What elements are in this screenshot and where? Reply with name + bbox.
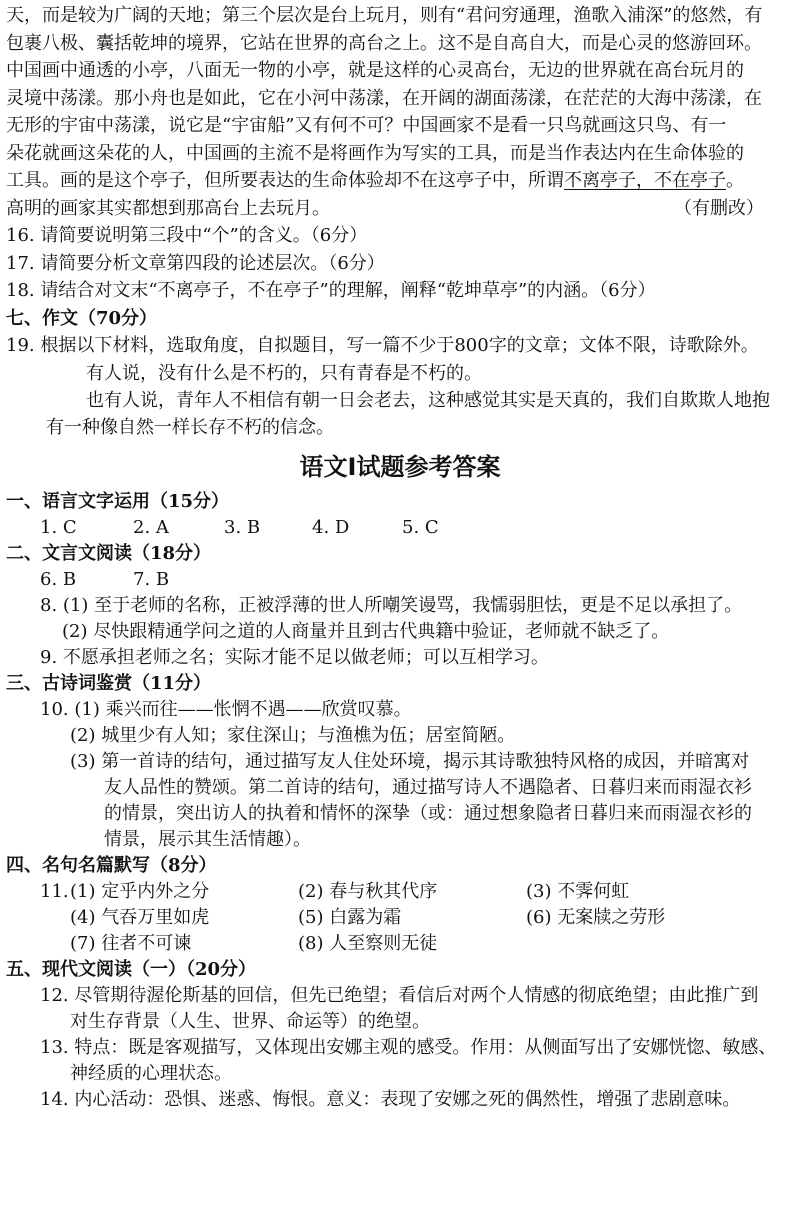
section-title: 一、语言文字运用（15分） — [6, 491, 230, 512]
answer-row — [0, 906, 800, 932]
answer-10-3: 的情景，突出访人的执着和情怀的深挚（或：通过想象隐者日暮归来而雨湿衣衫的 — [104, 803, 752, 824]
question-18: 18. 请结合对文末“不离亭子，不在亭子”的理解，阐释“乾坤草亭”的内涵。（6分） — [6, 280, 656, 301]
answer-row — [0, 880, 800, 906]
passage-line — [6, 197, 794, 223]
answer-10-1: 10. (1) 乘兴而往——怅惘不遇——欣赏叹慕。 — [40, 699, 412, 720]
answer-item: 7. B — [133, 569, 170, 590]
answer-row — [0, 516, 800, 542]
question-17: 17. 请简要分析文章第四段的论述层次。（6分） — [6, 253, 385, 274]
answer-item: (5) 白露为霜 — [298, 907, 402, 928]
material-line: 有人说，没有什么是不朽的，只有青春是不朽的。 — [86, 363, 482, 384]
answer-item: (8) 人至察则无徒 — [298, 933, 438, 954]
passage-text: 工具。画的是这个亭子，但所要表达的生命体验却不在这亭子中，所谓 — [6, 170, 564, 191]
answer-row — [0, 568, 800, 594]
answer-item: 4. D — [312, 517, 350, 538]
section-title: 五、现代文阅读（一）（20分） — [6, 959, 257, 980]
answer-13: 13. 特点：既是客观描写，又体现出安娜主观的感受。作用：从侧面写出了安娜恍惚、敏感、 — [40, 1037, 777, 1058]
answer-10-2: (2) 城里少有人知；家住深山；与渔樵为伍；居室简陋。 — [70, 725, 516, 746]
answer-10-3: 友人品性的赞颂。第二首诗的结句，通过描写诗人不遇隐者、日暮归来而雨湿衣衫 — [104, 777, 752, 798]
answer-10-3: (3) 第一首诗的结句，通过描写友人住处环境，揭示其诗歌独特风格的成因，并暗寓对 — [70, 751, 750, 772]
answer-item: (1) 定乎内外之分 — [70, 881, 210, 902]
source-note: （有删改） — [674, 198, 764, 219]
section-title: 四、名句名篇默写（8分） — [6, 855, 217, 876]
answer-row — [0, 932, 800, 958]
section-title: 二、文言文阅读（18分） — [6, 543, 212, 564]
answer-13: 神经质的心理状态。 — [70, 1063, 232, 1084]
answer-item: 1. C — [40, 517, 77, 538]
answer-item: (7) 往者不可谏 — [70, 933, 192, 954]
answer-9: 9. 不愿承担老师之名；实际才能不足以做老师；可以互相学习。 — [40, 647, 549, 668]
question-16: 16. 请简要说明第三段中“个”的含义。（6分） — [6, 225, 368, 246]
passage-line — [6, 169, 794, 195]
question-19: 19. 根据以下材料，选取角度，自拟题目，写一篇不少于800字的文章；文体不限，诗歌除外。 — [6, 335, 759, 356]
passage-line: 包裹八极、囊括乾坤的境界，它站在世界的高台之上。这不是自高自大，而是心灵的悠游回环。 — [6, 33, 762, 54]
answer-item: (2) 春与秋其代序 — [298, 881, 438, 902]
answer-10-3: 情景，展示其生活情趣）。 — [104, 829, 311, 850]
material-line: 有一种像自然一样长存不朽的信念。 — [46, 417, 334, 438]
underlined-quote: 不离亭子，不在亭子 — [564, 170, 726, 191]
answer-item: 2. A — [133, 517, 169, 538]
answers-title: 语文Ⅰ试题参考答案 — [299, 453, 501, 481]
passage-line: 天，而是较为广阔的天地；第三个层次是台上玩月，则有“君问穷通理，渔歌入浦深”的悠然，有 — [6, 5, 763, 26]
passage-line: 灵境中荡漾。那小舟也是如此，它在小河中荡漾，在开阔的湖面荡漾，在茫茫的大海中荡漾，在 — [6, 88, 762, 109]
answer-item: (3) 不霁何虹 — [526, 881, 630, 902]
answer-8-2: (2) 尽快跟精通学问之道的人商量并且到古代典籍中验证，老师就不缺乏了。 — [62, 621, 670, 642]
answer-14: 14. 内心活动：恐惧、迷惑、悔恨。意义：表现了安娜之死的偶然性，增强了悲剧意味。 — [40, 1089, 741, 1110]
section-title: 三、古诗词鉴赏（11分） — [6, 673, 212, 694]
answer-item: (6) 无案牍之劳形 — [526, 907, 666, 928]
answer-12: 对生存背景（人生、世界、命运等）的绝望。 — [70, 1011, 430, 1032]
answer-12: 12. 尽管期待渥伦斯基的回信，但先已绝望；看信后对两个人情感的彻底绝望；由此推广到 — [40, 985, 759, 1006]
section-title: 七、作文（70分） — [6, 308, 158, 329]
answer-item: 3. B — [224, 517, 261, 538]
passage-text: 高明的画家其实都想到那高台上去玩月。 — [6, 198, 330, 219]
answer-item: 6. B — [40, 569, 77, 590]
passage-line: 无形的宇宙中荡漾，说它是“宇宙船”又有何不可？中国画家不是看一只鸟就画这只鸟、有一 — [6, 115, 727, 136]
answer-item: 5. C — [402, 517, 439, 538]
answer-8-1: 8. (1) 至于老师的名称，正被浮薄的世人所嘲笑谩骂，我懦弱胆怯，更是不足以承担了。 — [40, 595, 743, 616]
answer-item: (4) 气吞万里如虎 — [70, 907, 210, 928]
passage-line: 中国画中通透的小亭，八面无一物的小亭，就是这样的心灵高台，无边的世界就在高台玩月的 — [6, 60, 744, 81]
passage-text: 。 — [726, 170, 744, 191]
material-line: 也有人说，青年人不相信有朝一日会老去，这种感觉其实是天真的，我们自欺欺人地抱 — [86, 390, 770, 411]
passage-line: 朵花就画这朵花的人，中国画的主流不是将画作为写实的工具，而是当作表达内在生命体验的 — [6, 143, 744, 164]
answer-number: 11. — [40, 881, 69, 902]
